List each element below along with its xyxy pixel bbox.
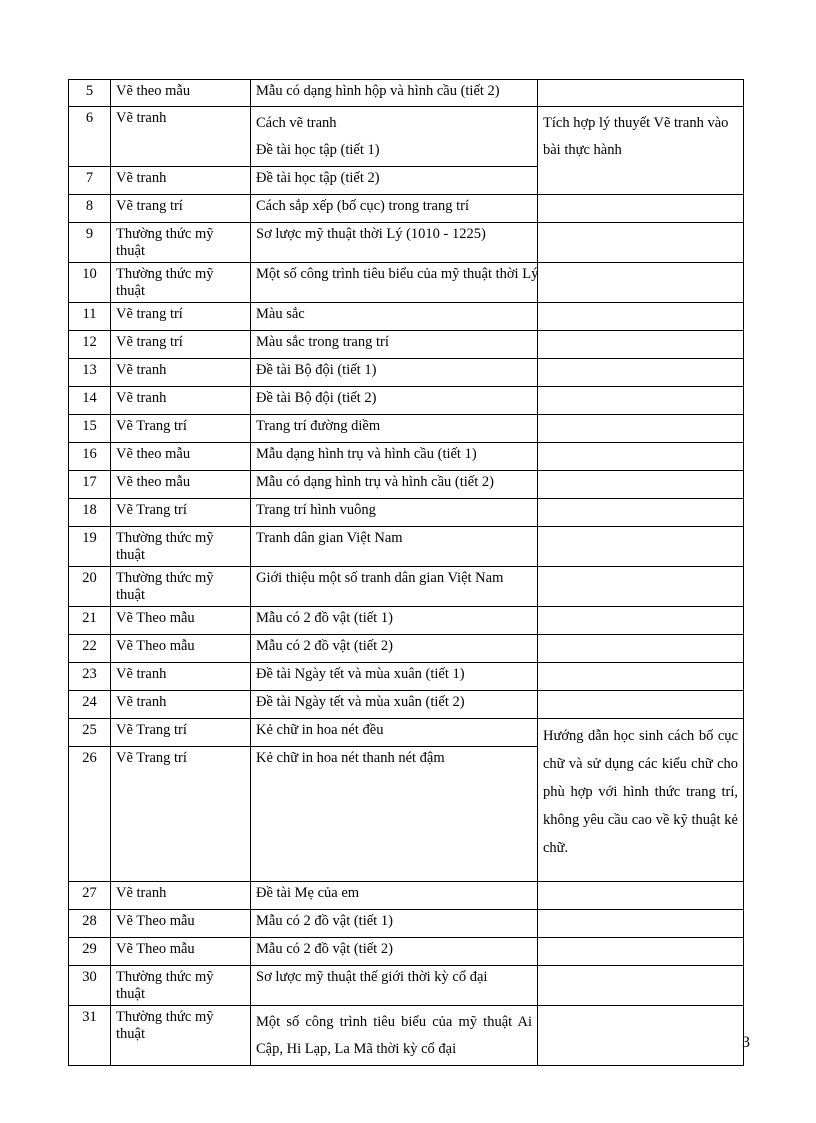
- table-row: [69, 663, 744, 691]
- lesson-note: [538, 415, 744, 443]
- lesson-subject: Vẽ tranh: [111, 359, 251, 387]
- lesson-number: 14: [69, 387, 111, 415]
- lesson-topic: Trang trí hình vuông: [251, 499, 538, 527]
- table-row: [69, 223, 744, 263]
- table-row: [69, 882, 744, 910]
- lesson-number: 16: [69, 443, 111, 471]
- table-row: [69, 499, 744, 527]
- lesson-subject: Vẽ theo mẫu: [111, 80, 251, 107]
- lesson-note: Tích hợp lý thuyết Vẽ tranh vào bài thực hành: [538, 107, 744, 195]
- table-row: [69, 607, 744, 635]
- lesson-subject: Vẽ Trang trí: [111, 747, 251, 882]
- lesson-topic: Một số công trình tiêu biểu của mỹ thuật thời Lý: [251, 263, 538, 303]
- lesson-note: [538, 966, 744, 1006]
- lesson-subject: Vẽ tranh: [111, 882, 251, 910]
- lesson-number: 11: [69, 303, 111, 331]
- lesson-topic: Giới thiệu một số tranh dân gian Việt Nam: [251, 567, 538, 607]
- table-row: [69, 635, 744, 663]
- table-row: [69, 415, 744, 443]
- lesson-topic: Sơ lược mỹ thuật thế giới thời kỳ cổ đại: [251, 966, 538, 1006]
- lesson-topic: Màu sắc: [251, 303, 538, 331]
- table-row: [69, 691, 744, 719]
- table-row: [69, 359, 744, 387]
- lesson-number: 5: [69, 80, 111, 107]
- lesson-topic: Đề tài Mẹ của em: [251, 882, 538, 910]
- lesson-note: [538, 527, 744, 567]
- curriculum-table: [68, 79, 744, 1066]
- lesson-topic: Đề tài Ngày tết và mùa xuân (tiết 1): [251, 663, 538, 691]
- lesson-subject: Vẽ Theo mẫu: [111, 938, 251, 966]
- lesson-subject: Thường thức mỹ thuật: [111, 1006, 251, 1066]
- lesson-number: 13: [69, 359, 111, 387]
- lesson-topic: Kẻ chữ in hoa nét đều: [251, 719, 538, 747]
- lesson-note: [538, 663, 744, 691]
- lesson-number: 15: [69, 415, 111, 443]
- lesson-subject: Vẽ theo mẫu: [111, 471, 251, 499]
- lesson-topic: Trang trí đường diềm: [251, 415, 538, 443]
- table-row: [69, 966, 744, 1006]
- lesson-topic: [251, 107, 538, 167]
- table-row: [69, 1006, 744, 1066]
- lesson-note: [538, 938, 744, 966]
- lesson-topic: Mẫu có 2 đồ vật (tiết 1): [251, 607, 538, 635]
- lesson-subject: Vẽ trang trí: [111, 331, 251, 359]
- lesson-number: 21: [69, 607, 111, 635]
- lesson-note: [538, 359, 744, 387]
- lesson-note: [538, 331, 744, 359]
- lesson-topic: Cách sắp xếp (bố cục) trong trang trí: [251, 195, 538, 223]
- table-row: [69, 719, 744, 747]
- lesson-number: 25: [69, 719, 111, 747]
- lesson-note: [538, 1006, 744, 1066]
- lesson-note: [538, 499, 744, 527]
- table-row: [69, 471, 744, 499]
- lesson-topic-line: Đề tài học tập (tiết 1): [256, 142, 380, 158]
- table-row: [69, 938, 744, 966]
- lesson-number: 22: [69, 635, 111, 663]
- lesson-number: 6: [69, 107, 111, 167]
- table-row: [69, 527, 744, 567]
- lesson-topic: Đề tài Bộ đội (tiết 1): [251, 359, 538, 387]
- lesson-note: [538, 635, 744, 663]
- table-row: [69, 107, 744, 167]
- lesson-number: 19: [69, 527, 111, 567]
- lesson-number: 30: [69, 966, 111, 1006]
- lesson-subject: Thường thức mỹ thuật: [111, 527, 251, 567]
- lesson-subject: Vẽ theo mẫu: [111, 443, 251, 471]
- lesson-subject: Vẽ Theo mẫu: [111, 910, 251, 938]
- lesson-subject: Thường thức mỹ thuật: [111, 223, 251, 263]
- table-row: [69, 387, 744, 415]
- lesson-number: 23: [69, 663, 111, 691]
- lesson-note: [538, 387, 744, 415]
- lesson-note: [538, 691, 744, 719]
- lesson-number: 28: [69, 910, 111, 938]
- lesson-topic-line: Cách vẽ tranh: [256, 115, 337, 131]
- table-row: [69, 567, 744, 607]
- lesson-number: 12: [69, 331, 111, 359]
- lesson-number: 20: [69, 567, 111, 607]
- lesson-subject: Vẽ trang trí: [111, 195, 251, 223]
- lesson-topic: Tranh dân gian Việt Nam: [251, 527, 538, 567]
- lesson-number: 18: [69, 499, 111, 527]
- lesson-number: 9: [69, 223, 111, 263]
- lesson-number: 29: [69, 938, 111, 966]
- lesson-note: [538, 607, 744, 635]
- lesson-topic: Mẫu có 2 đồ vật (tiết 1): [251, 910, 538, 938]
- lesson-topic: Màu sắc trong trang trí: [251, 331, 538, 359]
- lesson-note: [538, 263, 744, 303]
- lesson-number: 27: [69, 882, 111, 910]
- lesson-topic: Sơ lược mỹ thuật thời Lý (1010 - 1225): [251, 223, 538, 263]
- lesson-subject: Vẽ Trang trí: [111, 499, 251, 527]
- lesson-subject: Thường thức mỹ thuật: [111, 263, 251, 303]
- lesson-number: 24: [69, 691, 111, 719]
- lesson-number: 26: [69, 747, 111, 882]
- table-row: [69, 303, 744, 331]
- lesson-note: Hướng dẫn học sinh cách bố cục chữ và sử dụng các kiểu chữ cho phù hợp với hình thức trang trí, không yêu cầu cao về kỹ thuật kẻ chữ.: [538, 719, 744, 882]
- lesson-subject: Vẽ Theo mẫu: [111, 635, 251, 663]
- lesson-note: [538, 223, 744, 263]
- lesson-topic: Mẫu có 2 đồ vật (tiết 2): [251, 938, 538, 966]
- lesson-number: 17: [69, 471, 111, 499]
- lesson-subject: Vẽ Theo mẫu: [111, 607, 251, 635]
- table-row: [69, 263, 744, 303]
- lesson-subject: Vẽ tranh: [111, 107, 251, 167]
- lesson-subject: Vẽ tranh: [111, 387, 251, 415]
- table-row: [69, 195, 744, 223]
- page-number: 3: [742, 1034, 750, 1051]
- lesson-subject: Thường thức mỹ thuật: [111, 567, 251, 607]
- lesson-subject: Vẽ tranh: [111, 167, 251, 195]
- lesson-topic: Mẫu có dạng hình trụ và hình cầu (tiết 2): [251, 471, 538, 499]
- table-row: [69, 80, 744, 107]
- lesson-number: 7: [69, 167, 111, 195]
- table-row: [69, 443, 744, 471]
- lesson-note: [538, 882, 744, 910]
- table-row: [69, 910, 744, 938]
- lesson-topic: Đề tài Ngày tết và mùa xuân (tiết 2): [251, 691, 538, 719]
- lesson-note: [538, 443, 744, 471]
- lesson-topic: Đề tài học tập (tiết 2): [251, 167, 538, 195]
- lesson-note: [538, 195, 744, 223]
- lesson-subject: Vẽ trang trí: [111, 303, 251, 331]
- lesson-note: [538, 80, 744, 107]
- lesson-subject: Thường thức mỹ thuật: [111, 966, 251, 1006]
- lesson-number: 31: [69, 1006, 111, 1066]
- lesson-number: 8: [69, 195, 111, 223]
- lesson-subject: Vẽ Trang trí: [111, 719, 251, 747]
- lesson-subject: Vẽ tranh: [111, 663, 251, 691]
- lesson-number: 10: [69, 263, 111, 303]
- lesson-note: [538, 303, 744, 331]
- table-row: [69, 331, 744, 359]
- lesson-topic: Một số công trình tiêu biểu của mỹ thuật Ai Cập, Hi Lạp, La Mã thời kỳ cổ đại: [251, 1006, 538, 1066]
- lesson-topic: Mẫu dạng hình trụ và hình cầu (tiết 1): [251, 443, 538, 471]
- lesson-topic: Kẻ chữ in hoa nét thanh nét đậm: [251, 747, 538, 882]
- lesson-subject: Vẽ tranh: [111, 691, 251, 719]
- lesson-topic: Mẫu có dạng hình hộp và hình cầu (tiết 2): [251, 80, 538, 107]
- lesson-note: [538, 471, 744, 499]
- lesson-topic: Mẫu có 2 đồ vật (tiết 2): [251, 635, 538, 663]
- lesson-topic: Đề tài Bộ đội (tiết 2): [251, 387, 538, 415]
- lesson-subject: Vẽ Trang trí: [111, 415, 251, 443]
- lesson-note: [538, 910, 744, 938]
- lesson-note: [538, 567, 744, 607]
